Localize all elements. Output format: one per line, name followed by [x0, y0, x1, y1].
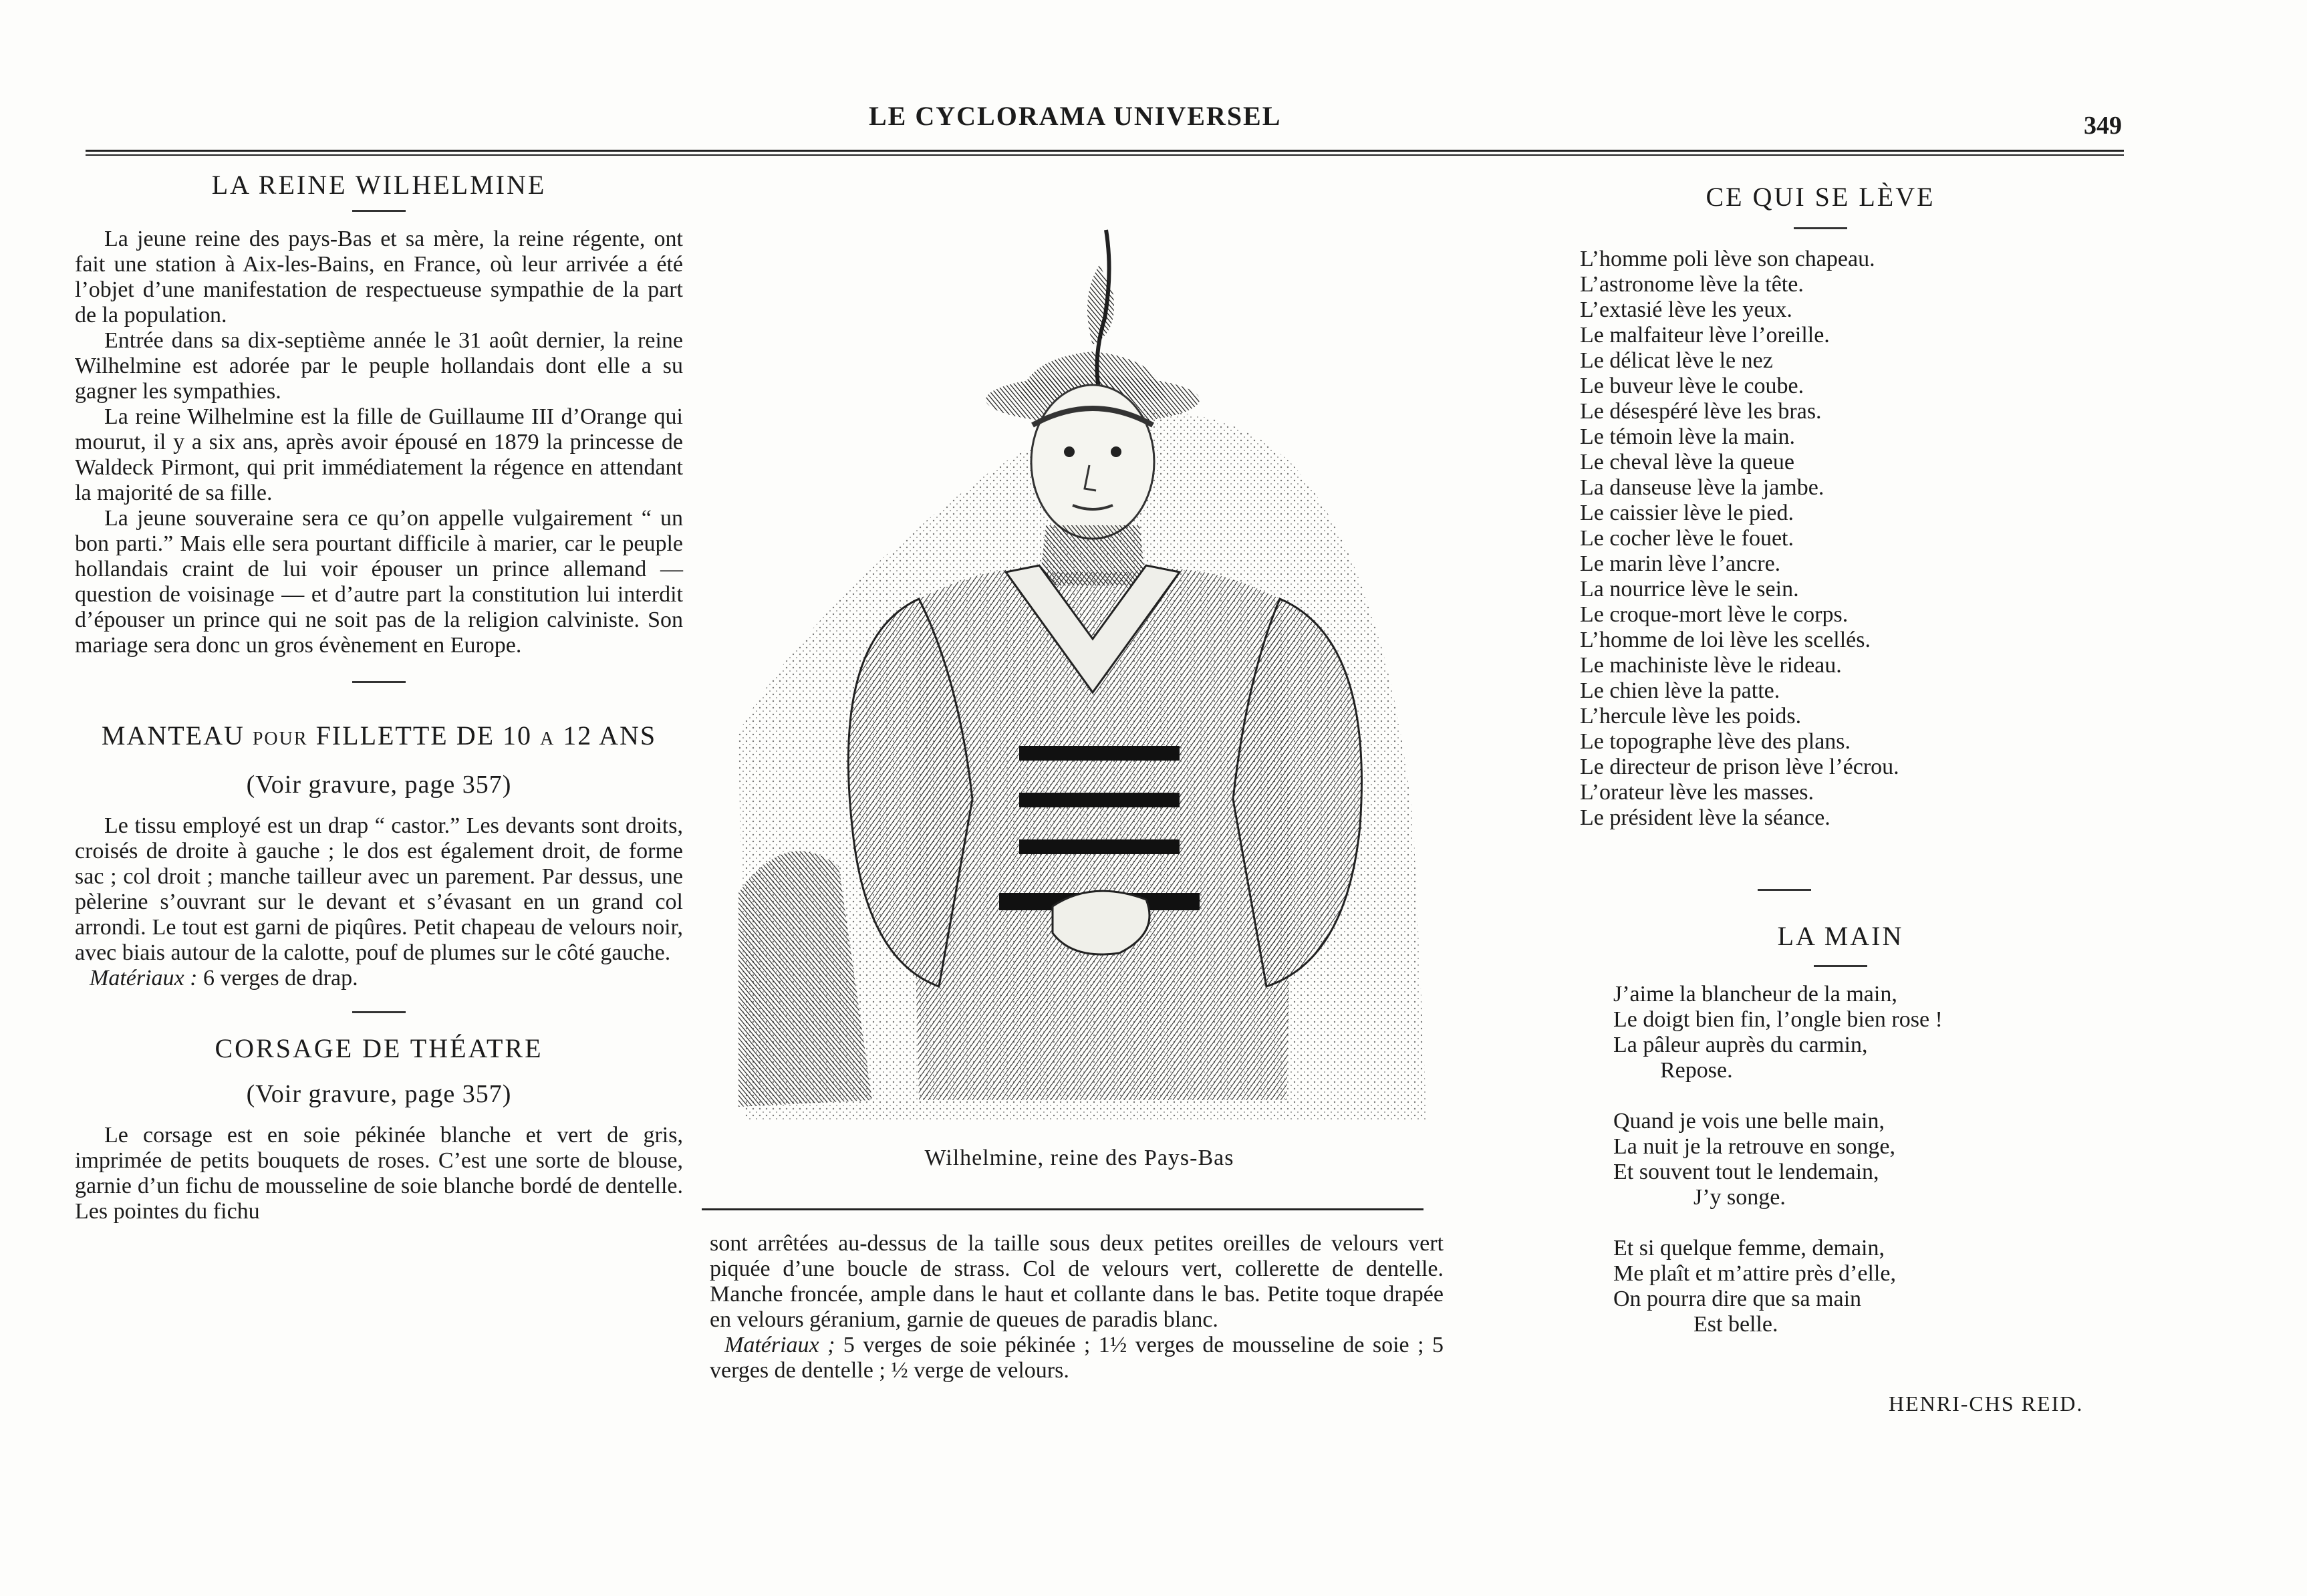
paragraph: La jeune souveraine sera ce qu’on appelle vulgairement “ un bon parti.” Mais elle sera pourtant difficile à marier, car le peuple hollandais craint de lui voir épouser un prince allemand — question de voisinage — et d’autre part la constitution lui interdit d’épouser un prince qui ne soit pas de la religion calviniste. Son mariage sera donc un gros évènement en Europe.	[75, 506, 683, 658]
title-part-smallcaps: POUR	[252, 728, 308, 749]
verse-line: Le doigt bien fin, l’ongle bien rose !	[1613, 1007, 1943, 1032]
verse-line: L’homme poli lève son chapeau.	[1580, 247, 1875, 271]
section-rule	[1758, 889, 1811, 891]
verse-line: La nuit je la retrouve en songe,	[1613, 1134, 1896, 1159]
section-rule	[352, 681, 406, 683]
verse-line: Le directeur de prison lève l’écrou.	[1580, 755, 1899, 779]
verse-line: On pourra dire que sa main	[1613, 1287, 1862, 1311]
page-number: 349	[2084, 112, 2122, 140]
figure-reference: (Voir gravure, page 357)	[246, 771, 512, 799]
paragraph: La reine Wilhelmine est la fille de Guillaume III d’Orange qui mourut, il y a six ans, après avoir épousé en 1879 la princesse de Waldeck Pirmont, qui prit immédiatement la régence en attendant la majorité de sa fille.	[75, 404, 683, 505]
verse-line: Le topographe lève des plans.	[1580, 729, 1851, 754]
portrait-engraving	[718, 225, 1440, 1120]
materials-label: Matériaux :	[90, 966, 198, 990]
running-head: LE CYCLORAMA UNIVERSEL	[869, 101, 1282, 131]
verse-line: Le témoin lève la main.	[1580, 424, 1795, 449]
stanza	[1613, 1236, 2068, 1337]
column-rule	[702, 1208, 1423, 1210]
verse-line: Le machiniste lève le rideau.	[1580, 653, 1842, 678]
verse-line: J’y songe.	[1693, 1185, 1786, 1210]
title-part: 12 ANS	[563, 720, 657, 751]
materials-line	[75, 966, 683, 991]
verse-line: L’extasié lève les yeux.	[1580, 297, 1792, 322]
verse-line: J’aime la blancheur de la main,	[1613, 982, 1897, 1007]
figure-caption: Wilhelmine, reine des Pays-Bas	[924, 1146, 1234, 1170]
verse-line: L’hercule lève les poids.	[1580, 704, 1802, 728]
title-part: MANTEAU	[101, 720, 245, 751]
verse-line: La pâleur auprès du carmin,	[1613, 1033, 1868, 1057]
verse-line: Et si quelque femme, demain,	[1613, 1236, 1885, 1260]
materials-text: 6 verges de drap.	[202, 966, 358, 990]
verse-line: Et souvent tout le lendemain,	[1613, 1160, 1879, 1184]
column-left	[75, 172, 683, 1224]
verse-line: Repose.	[1660, 1058, 1733, 1083]
paragraph: sont arrêtées au-dessus de la taille sous deux petites oreilles de velours vert piquée d’une boucle de strass. Col de velours vert, collerette de dentelle. Manche froncée, ample dans le haut et collante dans le bas. Petite toque drapée en velours géranium, garnie de queues de paradis blanc.	[710, 1231, 1444, 1332]
paragraph: Le corsage est en soie pékinée blanche et vert de gris, imprimée de petits bouquets de roses. C’est une sorte de blouse, garnie d’un fichu de mousseline de soie blanche bordé de dentelle. Les pointes du fichu	[75, 1123, 683, 1224]
verse-line: Le désespéré lève les bras.	[1580, 399, 1822, 424]
poem-title: CE QUI SE LÈVE	[1706, 182, 1935, 212]
verse-line: Le croque-mort lève le corps.	[1580, 602, 1849, 627]
verse-line: La nourrice lève le sein.	[1580, 577, 1799, 602]
verse-line: Quand je vois une belle main,	[1613, 1109, 1885, 1134]
verse-line: Me plaît et m’attire près d’elle,	[1613, 1261, 1896, 1286]
materials-text: 5 verges de soie pékinée ; 1½ verges de mousseline de soie ; 5 verges de dentelle ; ½ verge de velours.	[710, 1333, 1444, 1383]
paragraph: La jeune reine des pays-Bas et sa mère, la reine régente, ont fait une station à Aix-les-Bains, en France, où leur arrivée a été l’objet d’une manifestation de respectueuse sympathie de la part de la population.	[75, 227, 683, 327]
poem-ce-qui-se-leve	[1580, 184, 2061, 831]
verse-line: L’homme de loi lève les scellés.	[1580, 628, 1871, 652]
author-signature: HENRI-CHS REID.	[1889, 1391, 2084, 1416]
verse-line: Le buveur lève le coube.	[1580, 374, 1804, 398]
materials-label: Matériaux ;	[724, 1333, 835, 1357]
title-rule	[1814, 965, 1867, 967]
stanza	[1613, 982, 2068, 1083]
verse-line: Le cheval lève la queue	[1580, 450, 1794, 475]
title-part-smallcaps: A	[540, 728, 555, 749]
article-title	[75, 720, 683, 752]
article-title: LA REINE WILHELMINE	[211, 170, 547, 200]
poem-title: LA MAIN	[1777, 921, 1904, 951]
poem-la-main	[1613, 921, 2068, 1337]
portrait-engraving-image	[718, 225, 1440, 1120]
verse-line: La danseuse lève la jambe.	[1580, 475, 1824, 500]
verse-line: Le chien lève la patte.	[1580, 678, 1780, 703]
verse-line: Le cocher lève le fouet.	[1580, 526, 1794, 551]
title-part: FILLETTE DE 10	[315, 720, 533, 751]
paragraph: Entrée dans sa dix-septième année le 31 août dernier, la reine Wilhelmine est adorée par le peuple hollandais dont elle a su gagner les sympathies.	[75, 328, 683, 404]
verse-line: Est belle.	[1693, 1312, 1778, 1337]
materials-line	[710, 1333, 1444, 1383]
title-rule	[352, 210, 406, 212]
verse-line: Le marin lève l’ancre.	[1580, 551, 1781, 576]
title-rule	[1794, 227, 1847, 229]
header-rule	[86, 150, 2124, 156]
verse-line: L’orateur lève les masses.	[1580, 780, 1814, 805]
article-title: CORSAGE DE THÉATRE	[215, 1033, 543, 1063]
verse-line: Le délicat lève le nez	[1580, 348, 1773, 373]
verse-line: Le caissier lève le pied.	[1580, 501, 1794, 525]
stanza	[1613, 1109, 2068, 1210]
verse-line: L’astronome lève la tête.	[1580, 272, 1804, 297]
column-middle	[710, 1231, 1444, 1383]
paragraph: Le tissu employé est un drap “ castor.” Les devants sont droits, croisés de droite à gauche ; le dos est également droit, de forme sac ; col droit ; manche tailleur avec un parement. Par dessus, une pèlerine s’ouvrant sur le devant et s’évasant en un grand col arrondi. Le tout est garni de piqûres. Petit chapeau de velours noir, avec biais autour de la calotte, pouf de plumes sur le côté gauche.	[75, 813, 683, 965]
figure-reference: (Voir gravure, page 357)	[246, 1080, 512, 1108]
verse-line: Le malfaiteur lève l’oreille.	[1580, 323, 1830, 348]
section-rule	[352, 1011, 406, 1013]
verse-line: Le président lève la séance.	[1580, 805, 1830, 830]
